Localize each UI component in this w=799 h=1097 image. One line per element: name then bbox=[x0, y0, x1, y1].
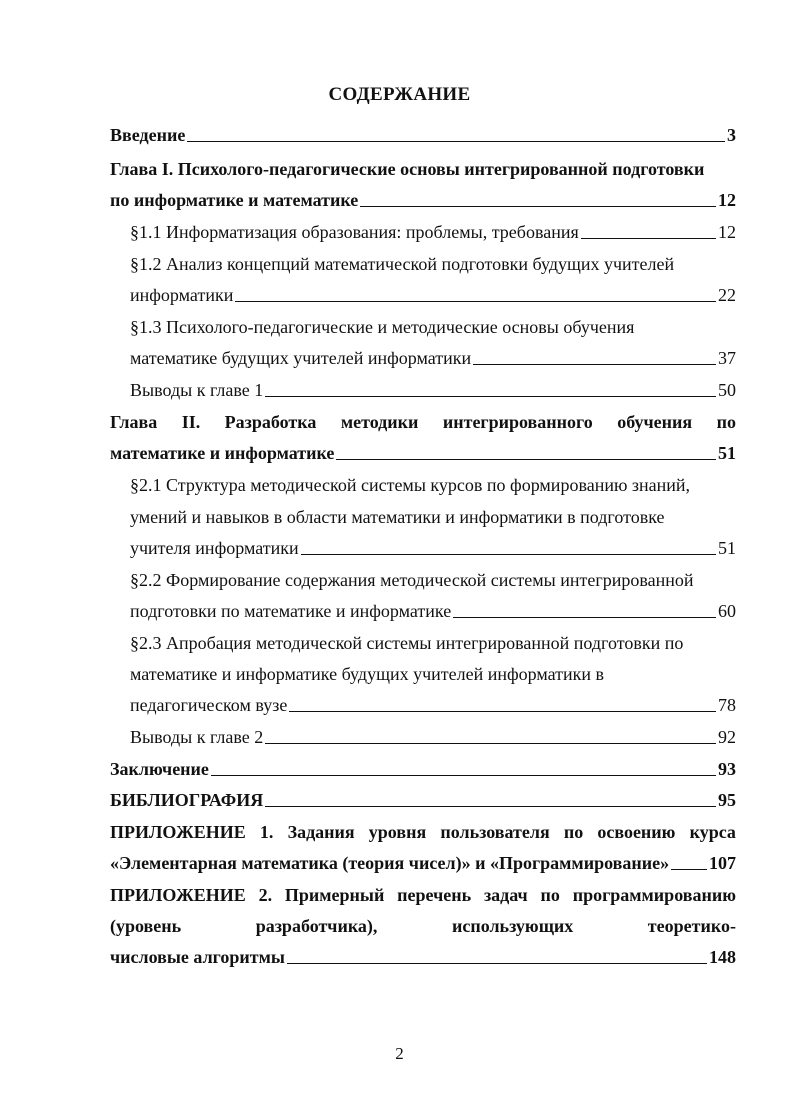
toc-entry-chapter2[interactable] bbox=[110, 442, 736, 464]
word: по bbox=[540, 885, 560, 905]
word: Глава bbox=[110, 412, 158, 432]
toc-page: 51 bbox=[718, 443, 736, 463]
toc-page: 37 bbox=[718, 348, 736, 368]
toc-leader-line bbox=[360, 206, 716, 207]
word: по bbox=[716, 412, 736, 432]
word: обучения bbox=[617, 412, 693, 432]
word: Задания bbox=[287, 822, 355, 842]
toc-page: 12 bbox=[718, 222, 736, 242]
section-1-2-line1: §1.2 Анализ концепций математической подготовки будущих учителей bbox=[130, 254, 675, 274]
word: перечень bbox=[397, 885, 472, 905]
toc-leader-line bbox=[211, 775, 716, 776]
appendix2-heading-line2 bbox=[110, 915, 736, 937]
toc-entry-section-1-2[interactable] bbox=[130, 284, 736, 306]
toc-label: математике и информатике bbox=[110, 443, 335, 463]
toc-entry-appendix1[interactable] bbox=[110, 852, 736, 874]
toc-leader-line bbox=[473, 364, 716, 365]
toc-leader-line bbox=[301, 554, 716, 555]
toc-leader-line bbox=[187, 141, 725, 142]
toc-page: 93 bbox=[718, 759, 736, 779]
toc-leader-line bbox=[453, 617, 716, 618]
toc-page: 12 bbox=[718, 190, 736, 210]
toc-leader-line bbox=[287, 963, 707, 964]
toc-label: педагогическом вузе bbox=[130, 695, 288, 715]
appendix2-heading-line1 bbox=[110, 884, 736, 906]
section-2-3-line1: §2.3 Апробация методической системы интегрированной подготовки по bbox=[130, 633, 684, 653]
toc-label: информатики bbox=[130, 285, 234, 305]
toc-leader-line bbox=[265, 743, 716, 744]
toc-label: числовые алгоритмы bbox=[110, 947, 285, 967]
toc-leader-line bbox=[671, 869, 707, 870]
chapter2-heading-line1 bbox=[110, 411, 736, 433]
toc-label: Выводы к главе 1 bbox=[130, 380, 264, 400]
page-title: СОДЕРЖАНИЕ bbox=[328, 84, 471, 105]
section-2-3-line2: математике и информатике будущих учителей информатики в bbox=[130, 664, 605, 684]
toc-label: Заключение bbox=[110, 759, 209, 779]
section-1-3-line1: §1.3 Психолого-педагогические и методические основы обучения bbox=[130, 317, 635, 337]
toc-entry-section-2-1[interactable] bbox=[130, 537, 736, 559]
section-2-1-line1: §2.1 Структура методической системы курсов по формированию знаний, bbox=[130, 475, 691, 495]
toc-page: 95 bbox=[718, 790, 736, 810]
toc-page: 78 bbox=[718, 695, 736, 715]
word: 2. bbox=[258, 885, 273, 905]
toc-entry-section-2-3[interactable] bbox=[130, 694, 736, 716]
word: методики bbox=[340, 412, 419, 432]
word: уровня bbox=[368, 822, 427, 842]
toc-page: 51 bbox=[718, 538, 736, 558]
word: программированию bbox=[572, 885, 736, 905]
word: Разработка bbox=[224, 412, 317, 432]
toc-entry-bibliography[interactable] bbox=[110, 789, 736, 811]
toc-page: 50 bbox=[718, 380, 736, 400]
appendix1-heading-line1 bbox=[110, 821, 736, 843]
toc-label: Выводы к главе 2 bbox=[130, 727, 264, 747]
toc-label: «Элементарная математика (теория чисел)» и «Программирование» bbox=[110, 853, 670, 873]
toc-label: подготовки по математике и информатике bbox=[130, 601, 452, 621]
word: использующих bbox=[451, 916, 574, 936]
toc-page: 60 bbox=[718, 601, 736, 621]
word: Примерный bbox=[284, 885, 385, 905]
chapter1-heading-line1: Глава I. Психолого-педагогические основы интегрированной подготовки bbox=[110, 159, 705, 179]
word: разработчика), bbox=[255, 916, 378, 936]
toc-leader-line bbox=[289, 711, 716, 712]
toc-entry-conclusions-2[interactable] bbox=[130, 726, 736, 748]
toc-label: Введение bbox=[110, 125, 186, 145]
toc-entry-conclusion[interactable] bbox=[110, 758, 736, 780]
toc-label: математике будущих учителей информатики bbox=[130, 348, 472, 368]
toc-page: 148 bbox=[709, 947, 736, 967]
word: по bbox=[563, 822, 584, 842]
word: задач bbox=[483, 885, 528, 905]
word: пользователя bbox=[440, 822, 550, 842]
section-2-1-line2: умений и навыков в области математики и информатики в подготовке bbox=[130, 507, 665, 527]
word: (уровень bbox=[110, 916, 182, 936]
toc-page: 22 bbox=[718, 285, 736, 305]
toc-entry-section-1-3[interactable] bbox=[130, 347, 736, 369]
toc-entry-section-1-1[interactable] bbox=[130, 221, 736, 243]
toc-entry-chapter1[interactable] bbox=[110, 189, 736, 211]
toc-leader-line bbox=[336, 459, 716, 460]
toc-label: БИБЛИОГРАФИЯ bbox=[110, 790, 264, 810]
toc-page: 107 bbox=[709, 853, 736, 873]
section-2-2-line1: §2.2 Формирование содержания методической системы интегрированной bbox=[130, 570, 694, 590]
toc-page: 3 bbox=[727, 125, 736, 145]
word: 1. bbox=[259, 822, 274, 842]
toc-entry-conclusions-1[interactable] bbox=[130, 379, 736, 401]
toc-leader-line bbox=[235, 301, 716, 302]
word: теоретико- bbox=[647, 916, 736, 936]
word: ПРИЛОЖЕНИЕ bbox=[110, 885, 246, 905]
toc-entry-appendix2[interactable] bbox=[110, 946, 736, 968]
toc-leader-line bbox=[265, 806, 716, 807]
toc-label: §1.1 Информатизация образования: проблемы, требования bbox=[130, 222, 579, 242]
toc-leader-line bbox=[581, 238, 716, 239]
word: II. bbox=[181, 412, 201, 432]
toc-entry-section-2-2[interactable] bbox=[130, 600, 736, 622]
word: освоению bbox=[597, 822, 676, 842]
page-number: 2 bbox=[395, 1044, 404, 1063]
word: ПРИЛОЖЕНИЕ bbox=[110, 822, 246, 842]
word: курса bbox=[689, 822, 736, 842]
toc-label: учителя информатики bbox=[130, 538, 299, 558]
word: интегрированного bbox=[442, 412, 593, 432]
toc-label: по информатике и математике bbox=[110, 190, 359, 210]
toc-entry-intro[interactable] bbox=[110, 124, 736, 146]
toc-page: 92 bbox=[718, 727, 736, 747]
toc-leader-line bbox=[265, 396, 716, 397]
